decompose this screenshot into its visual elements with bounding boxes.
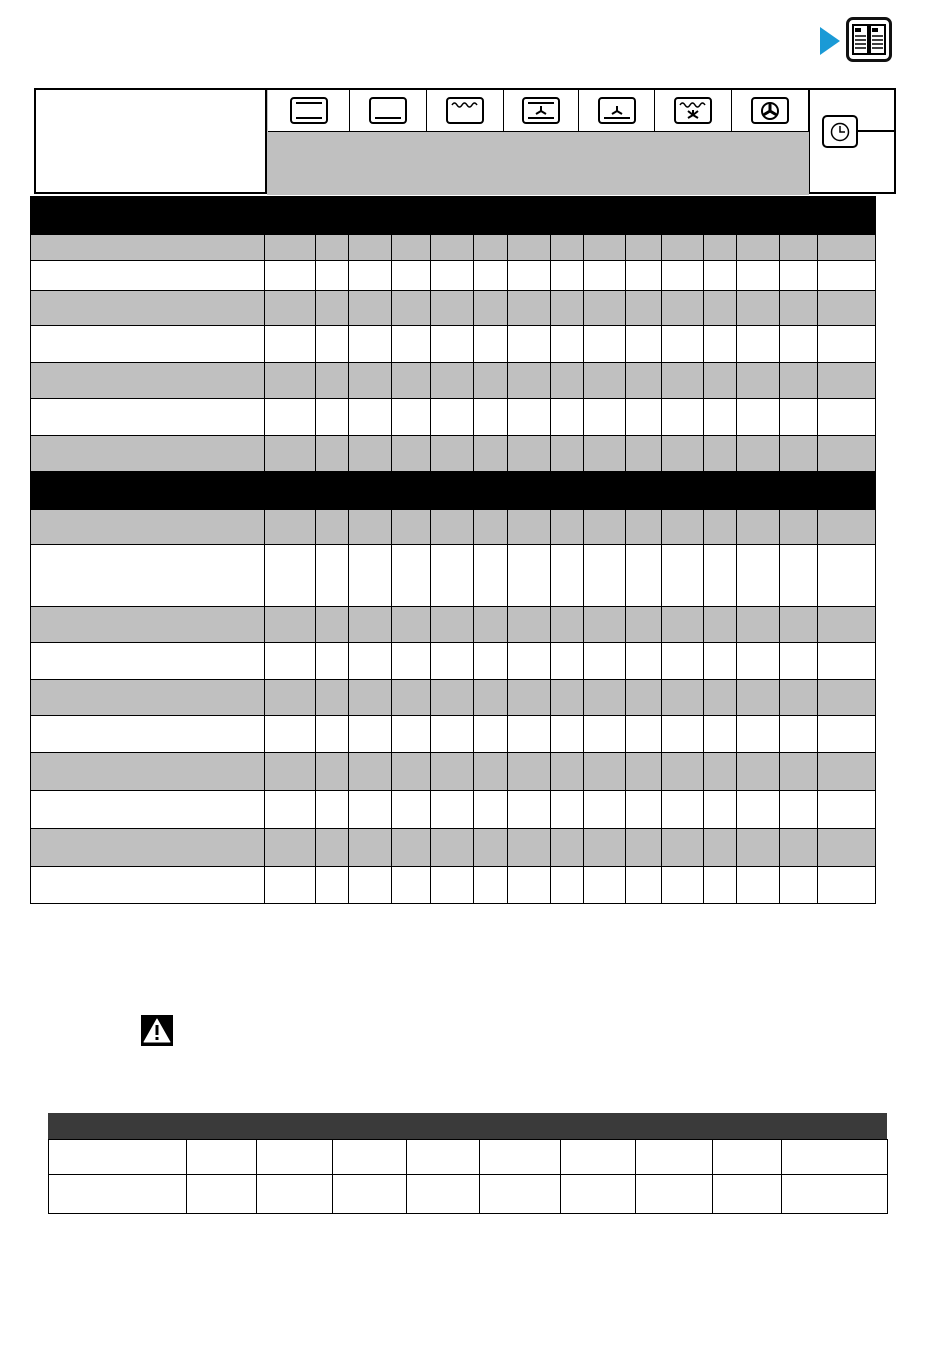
table-row xyxy=(31,716,876,753)
mode-hot-air-fan xyxy=(732,90,809,132)
table-row xyxy=(49,1175,888,1214)
table-row xyxy=(31,363,876,399)
fan-grill-icon xyxy=(674,97,712,124)
clock-icon xyxy=(822,115,858,148)
table-row xyxy=(31,867,876,904)
hot-air-fan-icon xyxy=(751,97,789,124)
mode-fan-grill xyxy=(655,90,732,132)
table-row xyxy=(31,791,876,829)
timer-pointer-line xyxy=(858,130,896,132)
table-row xyxy=(31,436,876,472)
table-row xyxy=(31,291,876,326)
top-bottom-heat-icon xyxy=(290,97,328,124)
header-label-box xyxy=(34,88,267,194)
bottom-table xyxy=(48,1139,888,1214)
bottom-table-header xyxy=(48,1113,887,1139)
warning-triangle-icon xyxy=(141,1015,173,1046)
table-row xyxy=(31,753,876,791)
mode-bottom-heat xyxy=(350,90,427,132)
table-row xyxy=(31,680,876,716)
mode-fan-bottom xyxy=(579,90,655,132)
fan-top-bottom-icon xyxy=(522,97,560,124)
bottom-heat-icon xyxy=(369,97,407,124)
grill-icon xyxy=(446,97,484,124)
table-row xyxy=(31,545,876,607)
section-header-row xyxy=(31,197,876,235)
table-row xyxy=(31,829,876,867)
play-arrow-icon xyxy=(820,27,840,55)
table-row xyxy=(31,607,876,643)
table-row xyxy=(31,261,876,291)
mode-fan-top-bottom xyxy=(504,90,579,132)
fan-bottom-icon xyxy=(598,97,636,124)
manual-book-icon[interactable] xyxy=(846,17,892,62)
cooking-table xyxy=(30,196,876,904)
table-row xyxy=(31,643,876,680)
table-row xyxy=(31,510,876,545)
table-row xyxy=(49,1140,888,1175)
table-row xyxy=(31,235,876,261)
section-header-row xyxy=(31,472,876,510)
table-row xyxy=(31,399,876,436)
mode-top-bottom-heat xyxy=(268,90,350,132)
table-row xyxy=(31,326,876,363)
mode-grill xyxy=(427,90,504,132)
